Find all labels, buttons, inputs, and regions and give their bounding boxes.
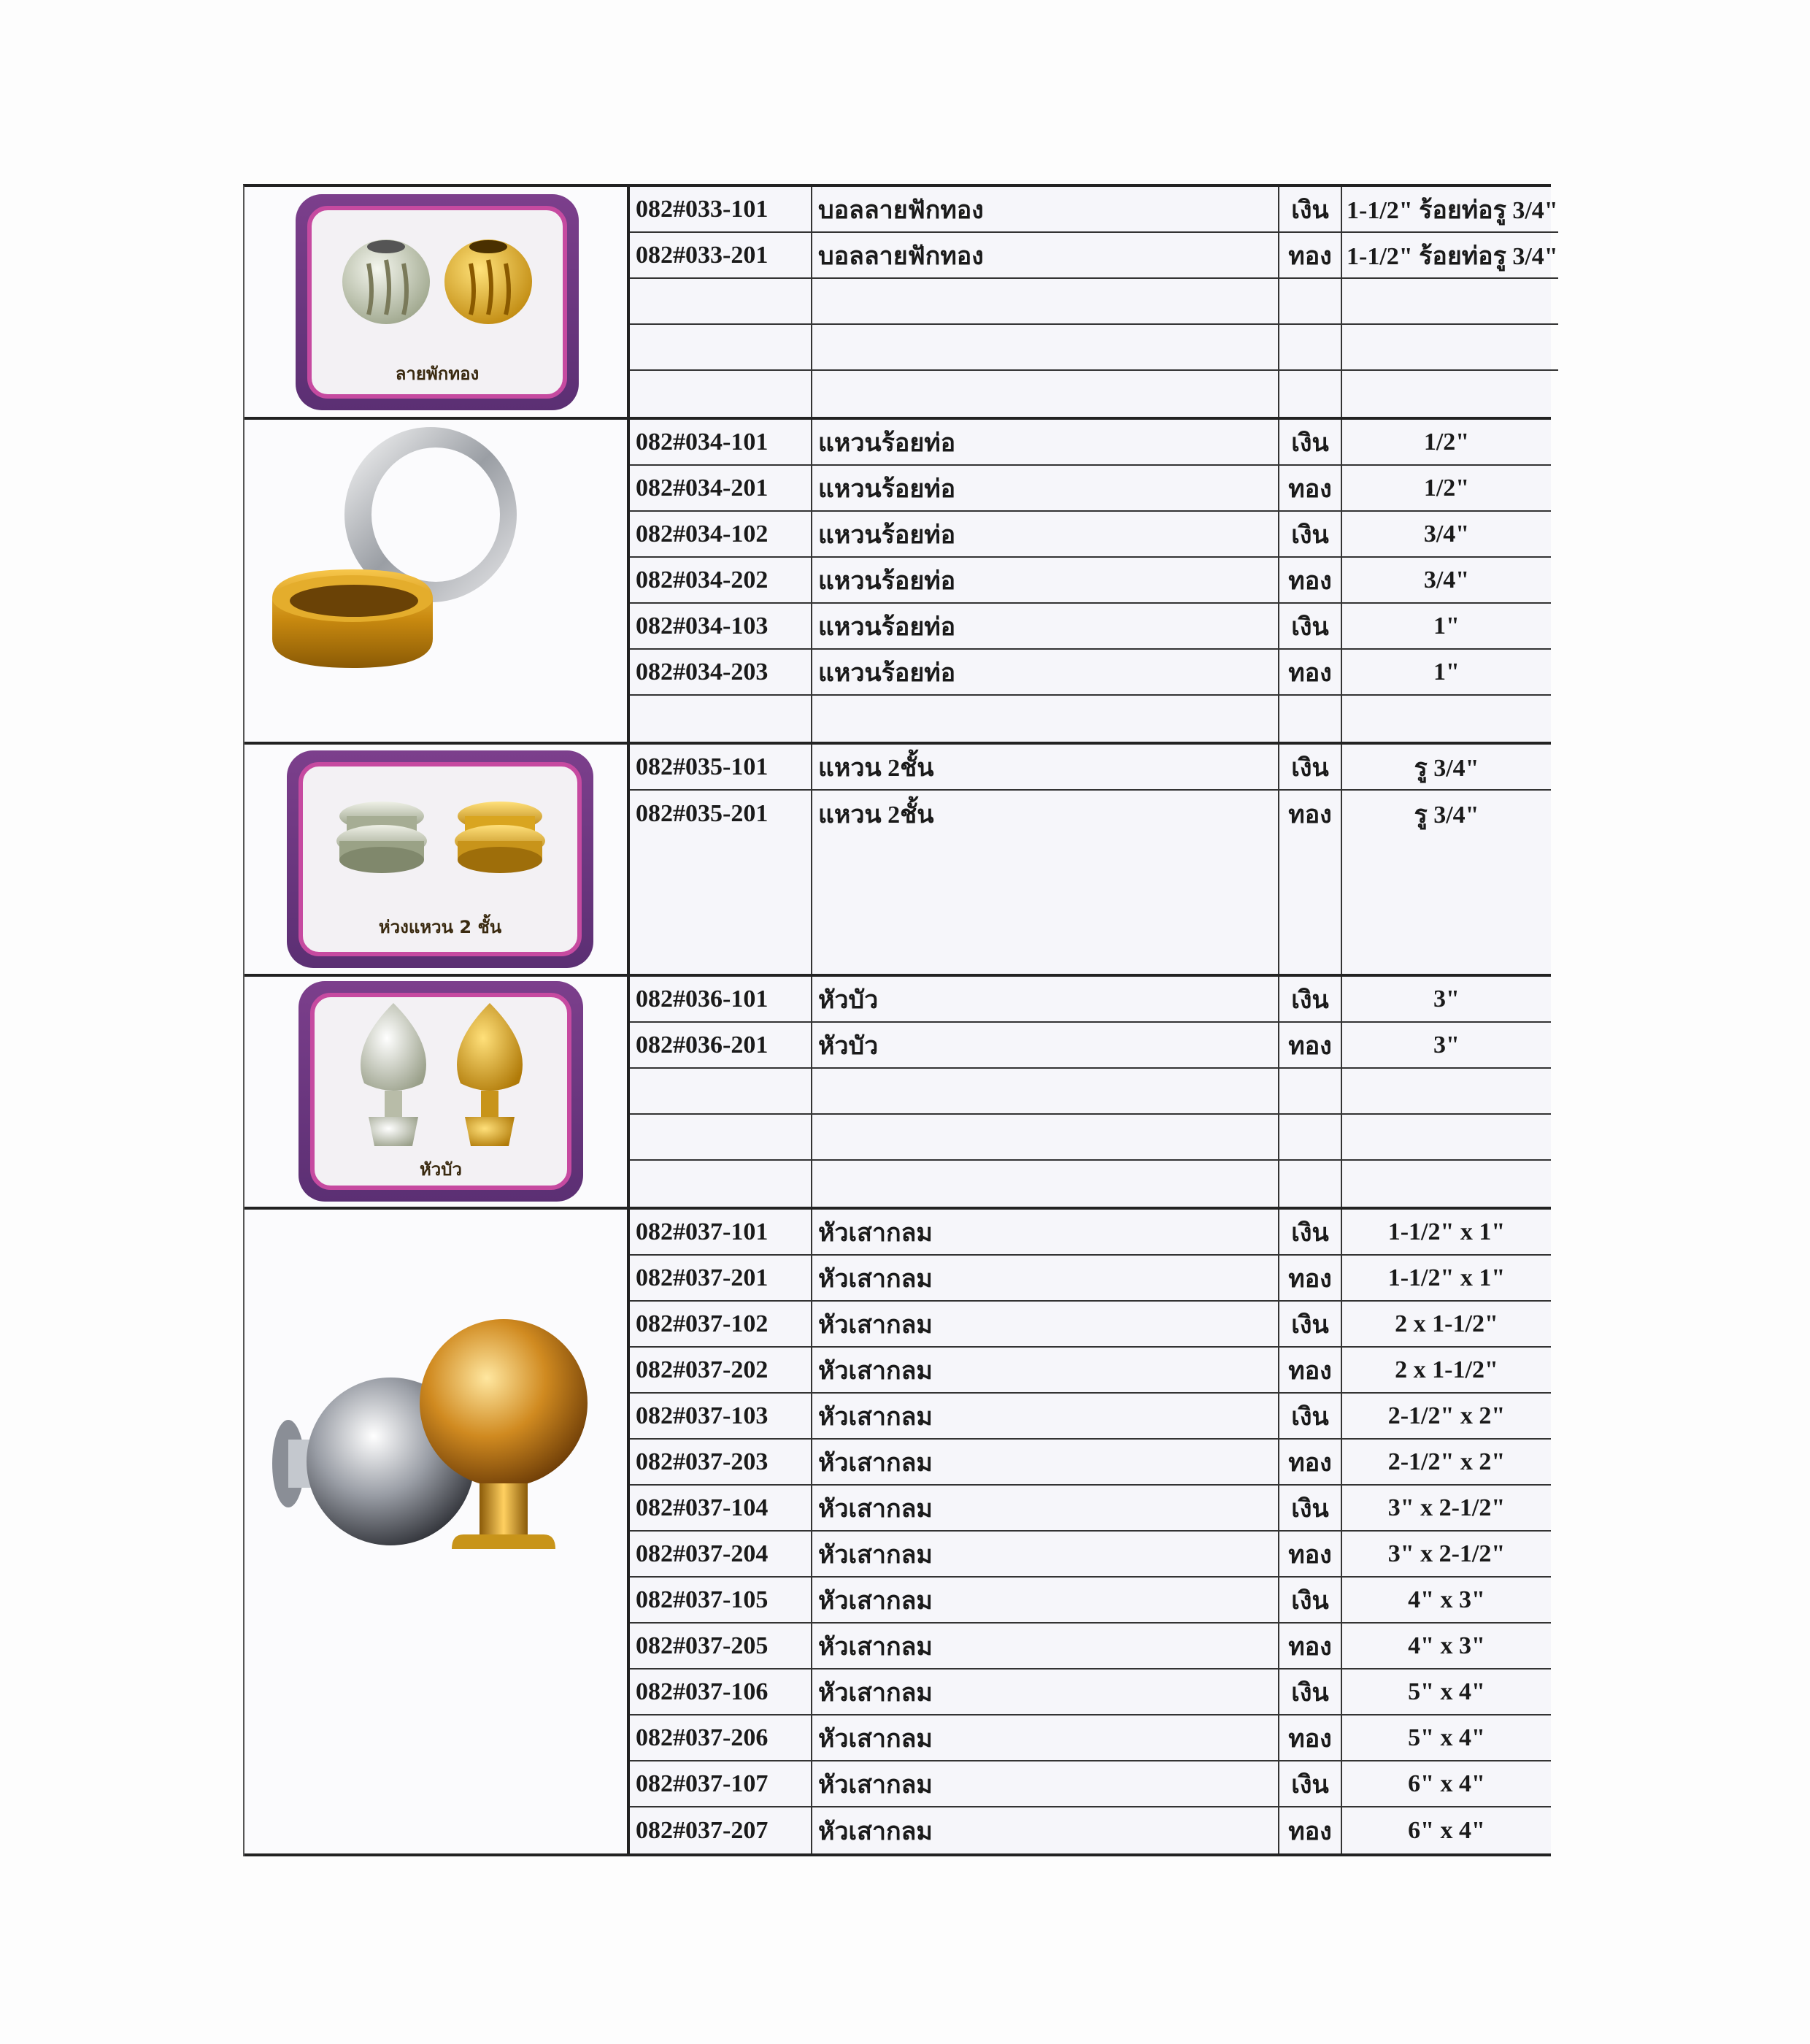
table-row <box>630 1807 1551 1853</box>
product-name: หัวเสากลม <box>812 1302 1279 1346</box>
product-code: 082#033-101 <box>630 187 812 231</box>
product-code <box>630 1115 812 1159</box>
product-name: หัวเสากลม <box>812 1348 1279 1392</box>
photo-caption: หัวบัว <box>419 1159 462 1180</box>
product-size: 2-1/2" x 2" <box>1387 1448 1506 1475</box>
product-color <box>1279 1069 1342 1113</box>
photo-caption: ลายพักทอง <box>395 364 480 384</box>
product-name <box>812 883 1279 974</box>
product-size: 3" <box>1433 985 1460 1013</box>
product-group-034 <box>244 420 1551 745</box>
product-name: หัวเสากลม <box>812 1761 1279 1806</box>
product-color <box>1279 1115 1342 1159</box>
product-name: หัวเสากลม <box>812 1486 1279 1530</box>
product-group-036 <box>244 977 1551 1210</box>
product-size <box>1342 325 1558 369</box>
product-size: 1/2" <box>1423 428 1470 456</box>
product-code: 082#033-201 <box>630 233 812 277</box>
product-name: แหวนร้อยท่อ <box>812 512 1279 556</box>
product-name: แหวนร้อยท่อ <box>812 420 1279 464</box>
table-row <box>630 1624 1551 1670</box>
product-color: เงิน <box>1279 1670 1342 1714</box>
product-size: 3" x 2-1/2" <box>1387 1494 1506 1521</box>
product-code <box>630 325 812 369</box>
product-name: บอลลายฟักทอง <box>812 187 1279 231</box>
product-size: 3/4" <box>1423 566 1470 593</box>
table-row <box>630 512 1551 558</box>
product-name <box>812 837 1279 883</box>
product-size: 2 x 1-1/2" <box>1395 1356 1498 1383</box>
product-code <box>630 1069 812 1113</box>
product-name: หัวเสากลม <box>812 1807 1279 1853</box>
product-size: 1/2" <box>1423 474 1470 502</box>
product-name <box>812 371 1279 417</box>
product-color: เงิน <box>1279 977 1342 1021</box>
product-name: หัวบัว <box>812 1023 1279 1067</box>
product-code: 082#034-203 <box>630 650 812 694</box>
product-size: 1" <box>1433 658 1460 685</box>
table-row <box>630 1761 1551 1807</box>
product-code: 082#037-105 <box>630 1578 812 1622</box>
table-row <box>630 371 1558 417</box>
product-size: 3/4" <box>1423 520 1470 548</box>
product-name: หัวเสากลม <box>812 1532 1279 1576</box>
product-code <box>630 837 812 883</box>
product-size <box>1342 279 1558 323</box>
product-name <box>812 279 1279 323</box>
table-row <box>630 1532 1551 1578</box>
photo-frame <box>299 981 583 1202</box>
product-rows <box>630 187 1558 417</box>
product-size <box>1342 1161 1551 1207</box>
table-row <box>630 883 1551 974</box>
table-row <box>630 1578 1551 1624</box>
product-size <box>1342 1115 1551 1159</box>
product-photo-cell <box>244 420 630 742</box>
table-row <box>630 1716 1551 1761</box>
product-code: 082#037-101 <box>630 1210 812 1254</box>
table-row <box>630 650 1551 696</box>
product-color: ทอง <box>1279 1716 1342 1760</box>
product-name: หัวเสากลม <box>812 1624 1279 1668</box>
product-group-033 <box>244 187 1558 420</box>
product-color: เงิน <box>1279 187 1342 231</box>
product-size: 1-1/2" ร้อยท่อรู 3/4" <box>1347 242 1558 270</box>
product-code: 082#037-205 <box>630 1624 812 1668</box>
table-row <box>630 837 1551 883</box>
product-code <box>630 1161 812 1207</box>
product-color: ทอง <box>1279 466 1342 510</box>
product-name: แหวน 2ชั้น <box>812 745 1279 789</box>
product-name <box>812 696 1279 742</box>
product-code <box>630 883 812 974</box>
product-photo-cell <box>244 977 630 1207</box>
product-code: 082#037-104 <box>630 1486 812 1530</box>
product-color: เงิน <box>1279 1302 1342 1346</box>
product-code: 082#036-201 <box>630 1023 812 1067</box>
product-size: 4" x 3" <box>1408 1586 1485 1613</box>
table-row <box>630 977 1551 1023</box>
product-code: 082#037-106 <box>630 1670 812 1714</box>
product-name <box>812 325 1279 369</box>
table-row <box>630 1302 1551 1348</box>
product-code: 082#037-102 <box>630 1302 812 1346</box>
table-row <box>630 558 1551 604</box>
product-color: เงิน <box>1279 604 1342 648</box>
product-color: ทอง <box>1279 1624 1342 1668</box>
table-row <box>630 696 1551 742</box>
photo-caption: ห่วงแหวน 2 ชั้น <box>378 917 502 937</box>
product-name: แหวนร้อยท่อ <box>812 558 1279 602</box>
table-row <box>630 1440 1551 1486</box>
product-color <box>1279 279 1342 323</box>
product-name: หัวบัว <box>812 977 1279 1021</box>
product-code: 082#037-203 <box>630 1440 812 1484</box>
table-row <box>630 745 1551 791</box>
product-color <box>1279 1161 1342 1207</box>
product-name: แหวนร้อยท่อ <box>812 650 1279 694</box>
table-row <box>630 325 1558 371</box>
product-size: รู 3/4" <box>1414 754 1479 782</box>
product-photo-cell <box>244 1210 630 1853</box>
product-size: 5" x 4" <box>1408 1678 1485 1705</box>
product-code: 082#034-101 <box>630 420 812 464</box>
product-code <box>630 279 812 323</box>
product-photo-cell <box>244 745 630 974</box>
product-color: ทอง <box>1279 1807 1342 1853</box>
table-row <box>630 1210 1551 1256</box>
product-size: 4" x 3" <box>1408 1632 1485 1659</box>
product-rows <box>630 420 1551 742</box>
product-color: ทอง <box>1279 1023 1342 1067</box>
product-name: แหวน 2ชั้น <box>812 791 1279 837</box>
table-row <box>630 1256 1551 1302</box>
table-row <box>630 604 1551 650</box>
product-color <box>1279 696 1342 742</box>
product-size: 1" <box>1433 612 1460 639</box>
product-color: ทอง <box>1279 233 1342 277</box>
product-size: 2-1/2" x 2" <box>1387 1402 1506 1429</box>
product-code: 082#037-103 <box>630 1394 812 1438</box>
product-size: 1-1/2" x 1" <box>1387 1218 1506 1245</box>
product-code: 082#037-204 <box>630 1532 812 1576</box>
product-color: เงิน <box>1279 1761 1342 1806</box>
table-row <box>630 1486 1551 1532</box>
round-post-cap-icon <box>244 1210 627 1853</box>
table-row <box>630 187 1558 233</box>
product-color: ทอง <box>1279 1532 1342 1576</box>
product-size: 5" x 4" <box>1408 1724 1485 1751</box>
product-color <box>1279 371 1342 417</box>
table-row <box>630 466 1551 512</box>
product-size <box>1342 1069 1551 1113</box>
product-size <box>1342 837 1551 883</box>
product-color <box>1279 883 1342 974</box>
product-color: เงิน <box>1279 420 1342 464</box>
table-row <box>630 1670 1551 1716</box>
product-rows <box>630 1210 1551 1853</box>
table-row <box>630 1115 1551 1161</box>
table-row <box>630 1023 1551 1069</box>
product-rows <box>630 745 1551 974</box>
product-size <box>1342 883 1551 974</box>
table-row <box>630 1394 1551 1440</box>
product-photo-cell <box>244 187 630 417</box>
product-name: หัวเสากลม <box>812 1670 1279 1714</box>
product-code: 082#034-202 <box>630 558 812 602</box>
product-size: 3" <box>1433 1031 1460 1058</box>
product-size: 1-1/2" x 1" <box>1387 1264 1506 1291</box>
product-name: หัวเสากลม <box>812 1578 1279 1622</box>
product-group-037 <box>244 1210 1551 1856</box>
product-color <box>1279 837 1342 883</box>
product-size: 6" x 4" <box>1408 1770 1485 1797</box>
product-color: ทอง <box>1279 1348 1342 1392</box>
table-row <box>630 1069 1551 1115</box>
product-code: 082#035-201 <box>630 791 812 837</box>
product-name <box>812 1069 1279 1113</box>
product-color: เงิน <box>1279 745 1342 789</box>
product-color: เงิน <box>1279 512 1342 556</box>
table-row <box>630 1348 1551 1394</box>
product-size: 2 x 1-1/2" <box>1395 1310 1498 1337</box>
product-size: รู 3/4" <box>1414 801 1479 829</box>
product-color: เงิน <box>1279 1578 1342 1622</box>
product-code: 082#036-101 <box>630 977 812 1021</box>
table-row <box>630 791 1551 837</box>
product-code <box>630 696 812 742</box>
table-row <box>630 279 1558 325</box>
table-row <box>630 233 1558 279</box>
product-name: หัวเสากลม <box>812 1256 1279 1300</box>
product-group-035 <box>244 745 1551 977</box>
table-row <box>630 420 1551 466</box>
product-catalog-table <box>243 184 1558 1856</box>
product-name <box>812 1161 1279 1207</box>
product-color <box>1279 325 1342 369</box>
product-code: 082#037-207 <box>630 1807 812 1853</box>
product-name: หัวเสากลม <box>812 1440 1279 1484</box>
product-size: 1-1/2" ร้อยท่อรู 3/4" <box>1347 196 1558 224</box>
product-size <box>1342 696 1551 742</box>
product-color: ทอง <box>1279 650 1342 694</box>
product-code: 082#037-201 <box>630 1256 812 1300</box>
photo-frame <box>287 750 593 968</box>
product-code: 082#037-107 <box>630 1761 812 1806</box>
table-row <box>630 1161 1551 1207</box>
product-color: เงิน <box>1279 1210 1342 1254</box>
product-code: 082#037-206 <box>630 1716 812 1760</box>
product-name: หัวเสากลม <box>812 1394 1279 1438</box>
product-code <box>630 371 812 417</box>
product-code: 082#035-101 <box>630 745 812 789</box>
product-code: 082#037-202 <box>630 1348 812 1392</box>
product-code: 082#034-201 <box>630 466 812 510</box>
product-size <box>1342 371 1558 417</box>
product-color: ทอง <box>1279 558 1342 602</box>
product-name <box>812 1115 1279 1159</box>
pipe-ring-icon <box>244 420 627 742</box>
product-color: ทอง <box>1279 1440 1342 1484</box>
product-name: หัวเสากลม <box>812 1210 1279 1254</box>
product-size: 3" x 2-1/2" <box>1387 1540 1506 1567</box>
product-color: เงิน <box>1279 1486 1342 1530</box>
product-name: แหวนร้อยท่อ <box>812 466 1279 510</box>
product-name: แหวนร้อยท่อ <box>812 604 1279 648</box>
product-code: 082#034-102 <box>630 512 812 556</box>
photo-frame <box>296 194 579 410</box>
product-color: ทอง <box>1279 1256 1342 1300</box>
product-rows <box>630 977 1551 1207</box>
product-name: บอลลายฟักทอง <box>812 233 1279 277</box>
product-name: หัวเสากลม <box>812 1716 1279 1760</box>
product-color: เงิน <box>1279 1394 1342 1438</box>
product-color: ทอง <box>1279 791 1342 837</box>
product-size: 6" x 4" <box>1408 1816 1485 1844</box>
product-code: 082#034-103 <box>630 604 812 648</box>
